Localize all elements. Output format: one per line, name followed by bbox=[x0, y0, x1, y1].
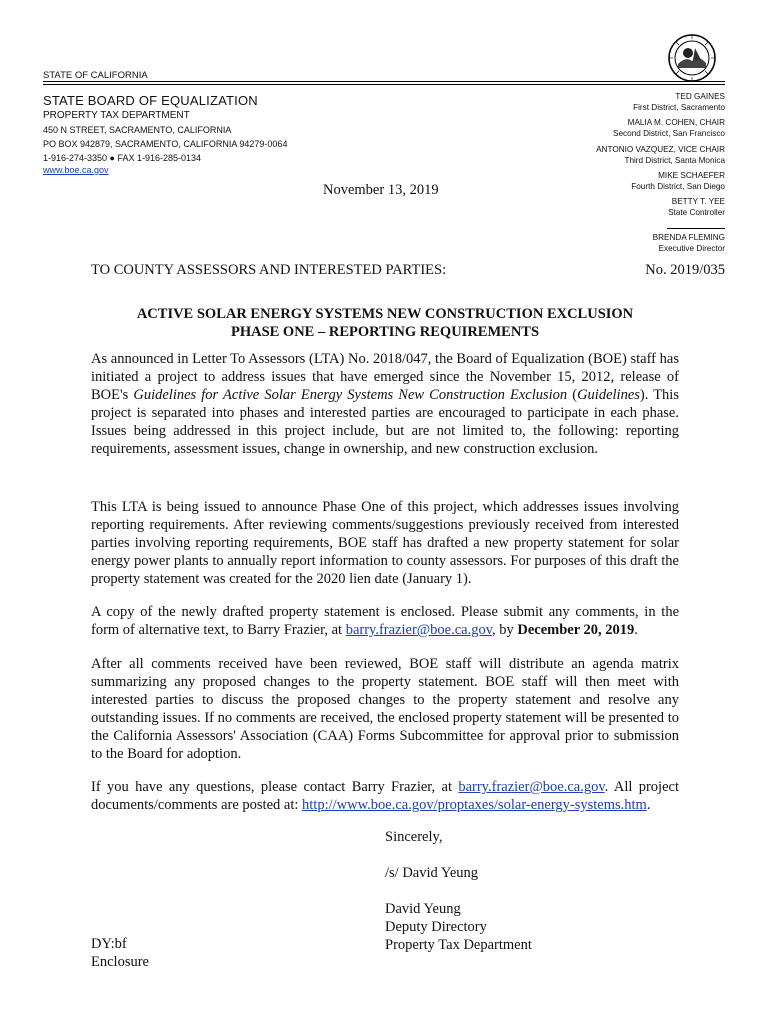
paragraph-contact: If you have any questions, please contact Barry Frazier, at barry.frazier@boe.ca.gov. All project documents/comments are posted at: http://www.boe.ca.gov/proptaxes/solar-energy-systems.htm. bbox=[91, 779, 679, 813]
member-title: Executive Director bbox=[658, 243, 725, 253]
member-title: Fourth District, San Diego bbox=[631, 181, 725, 191]
member-name: BETTY T. YEE bbox=[671, 197, 725, 206]
member-divider bbox=[667, 228, 725, 229]
letter-subtitle: PHASE ONE – REPORTING REQUIREMENTS bbox=[230, 324, 540, 340]
member-name: ANTONIO VAZQUEZ, VICE CHAIR bbox=[596, 145, 725, 154]
letter-date: November 13, 2019 bbox=[323, 182, 439, 198]
deadline: December 20, 2019 bbox=[517, 622, 635, 638]
paragraph-comments: A copy of the newly drafted property statement is enclosed. Please submit any comments, in the form of alternative text, to Barry Frazier, at barry.frazier@boe.ca.gov, by December 20, 2019. bbox=[91, 604, 679, 638]
letter-title: ACTIVE SOLAR ENERGY SYSTEMS NEW CONSTRUCTION EXCLUSION bbox=[136, 306, 634, 322]
member-name: MIKE SCHAEFER bbox=[658, 171, 725, 180]
member-name: BRENDA FLEMING bbox=[652, 233, 725, 242]
paragraph-intro: As announced in Letter To Assessors (LTA) No. 2018/047, the Board of Equalization (BOE) staff has initiated a project to address issues that have emerged since the November 15, 2012, release of BOE's Guidelines for Active Solar Energy Systems New Construction Exclusion (Guidelines). This project is separated into phases and interested parties are encouraged to participate in each phase. Issues being addressed in this project include, but are not limited to, the following: reporting requirements, assessment issues, change in ownership, and new construction exclusion. bbox=[91, 351, 679, 457]
member-entry bbox=[633, 92, 725, 113]
member-name: TED GAINES bbox=[675, 92, 725, 101]
signer-name: David Yeung bbox=[385, 901, 461, 917]
member-title: State Controller bbox=[668, 207, 725, 217]
signer-department: Property Tax Department bbox=[385, 937, 532, 953]
member-entry bbox=[613, 118, 725, 139]
email-link[interactable]: barry.frazier@boe.ca.gov bbox=[458, 779, 605, 795]
salutation: TO COUNTY ASSESSORS AND INTERESTED PARTIES: bbox=[91, 262, 447, 278]
mailing-address: PO BOX 942879, SACRAMENTO, CALIFORNIA 94279-0064 bbox=[43, 139, 288, 149]
member-title: First District, Sacramento bbox=[633, 102, 725, 112]
member-title: Second District, San Francisco bbox=[613, 128, 725, 138]
header-rule bbox=[43, 81, 725, 82]
typist-initials: DY:bf bbox=[91, 936, 127, 952]
member-entry bbox=[653, 233, 725, 254]
paragraph-review: After all comments received have been reviewed, BOE staff will distribute an agenda matrix summarizing any proposed changes to the property statement. BOE staff will then meet with interested parties to discuss the proposed changes to the property statement and resolve any outstanding issues. If no comments are received, the enclosed property statement will be presented to the California Assessors' Association (CAA) Forms Subcommittee for approval prior to submission to the Board for adoption. bbox=[91, 656, 679, 762]
letter-number: No. 2019/035 bbox=[645, 262, 725, 278]
phone-fax: 1-916-274-3350 ● FAX 1-916-285-0134 bbox=[43, 153, 202, 163]
email-link[interactable]: barry.frazier@boe.ca.gov bbox=[345, 622, 493, 638]
closing: Sincerely, bbox=[385, 829, 443, 845]
signer-title: Deputy Directory bbox=[385, 919, 487, 935]
guidelines-short: Guidelines bbox=[577, 387, 640, 403]
street-address: 450 N STREET, SACRAMENTO, CALIFORNIA bbox=[43, 125, 232, 135]
header-rule-secondary bbox=[43, 84, 725, 85]
department-name: PROPERTY TAX DEPARTMENT bbox=[43, 110, 190, 121]
member-title: Third District, Santa Monica bbox=[624, 155, 725, 165]
member-name: MALIA M. COHEN, CHAIR bbox=[627, 118, 725, 127]
board-name: STATE BOARD OF EQUALIZATION bbox=[43, 93, 258, 108]
enclosure-note: Enclosure bbox=[91, 954, 149, 970]
guidelines-title: Guidelines for Active Solar Energy Systems New Construction Exclusion bbox=[133, 387, 568, 403]
website-link[interactable]: www.boe.ca.gov bbox=[43, 165, 109, 175]
paragraph-phase-one: This LTA is being issued to announce Phase One of this project, which addresses issues involving reporting requirements. After reviewing comments/suggestions previously received from interested parties involving reporting requirements, BOE staff has drafted a new property statement for solar energy power plants to annually report information to county assessors. For purposes of this draft the property statement was created for the 2020 lien date (January 1). bbox=[91, 499, 679, 587]
member-entry bbox=[668, 197, 725, 218]
state-label: STATE OF CALIFORNIA bbox=[43, 70, 148, 81]
state-seal-icon bbox=[668, 34, 716, 82]
project-url-link[interactable]: http://www.boe.ca.gov/proptaxes/solar-energy-systems.htm bbox=[302, 797, 647, 813]
signature: /s/ David Yeung bbox=[385, 865, 479, 881]
member-entry bbox=[596, 145, 725, 166]
member-entry bbox=[631, 171, 725, 192]
